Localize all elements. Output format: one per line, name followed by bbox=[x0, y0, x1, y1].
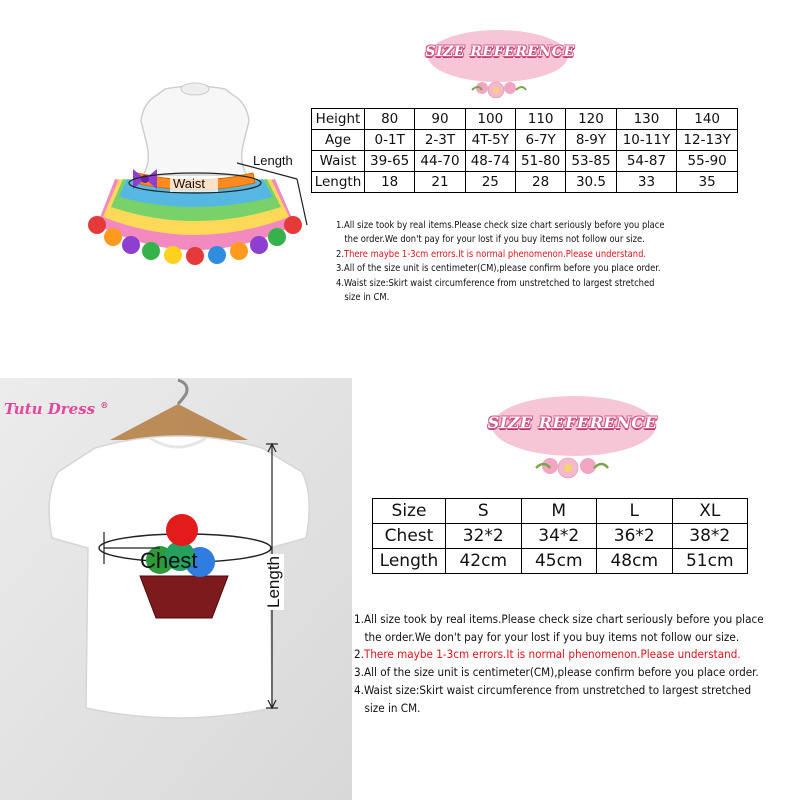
row-label: Length bbox=[373, 549, 446, 574]
table-cell: 51-80 bbox=[515, 151, 565, 172]
note-number: 1. bbox=[336, 220, 344, 231]
note-line-continued: the order.We don't pay for your lost if you buy items not follow our size. bbox=[364, 629, 740, 644]
row-label: Length bbox=[312, 172, 365, 193]
note-number: 4. bbox=[336, 277, 344, 289]
table-cell: 10-11Y bbox=[616, 130, 677, 151]
note-text: All size took by real items.Please check size chart seriously before you place bbox=[363, 612, 764, 626]
skirt-size-table bbox=[311, 108, 738, 193]
chest-label: Chest bbox=[140, 548, 198, 573]
note-line-continued: size in CM. bbox=[344, 292, 390, 304]
note-line bbox=[354, 646, 794, 664]
table-cell: XL bbox=[672, 499, 748, 524]
size-reference-badge-2 bbox=[480, 388, 665, 488]
note-line bbox=[354, 664, 794, 682]
table-cell: 44-70 bbox=[415, 151, 465, 172]
flower-ornament-icon bbox=[472, 82, 526, 98]
table-cell: 110 bbox=[515, 109, 565, 130]
table-cell: 8-9Y bbox=[566, 130, 616, 151]
table-cell: 21 bbox=[415, 172, 465, 193]
table-cell: 33 bbox=[616, 172, 677, 193]
badge-title: SIZE REFERENCE bbox=[487, 413, 658, 432]
table-cell: 36*2 bbox=[597, 524, 673, 549]
table-row bbox=[312, 151, 738, 172]
table-cell: 42cm bbox=[446, 549, 522, 574]
table-cell: S bbox=[446, 499, 522, 524]
badge-title: SIZE REFERENCE bbox=[425, 44, 575, 60]
brand-registered-mark: ® bbox=[100, 400, 109, 410]
note-number: 4. bbox=[354, 682, 364, 697]
table-cell: 100 bbox=[465, 109, 515, 130]
table-cell: 140 bbox=[677, 109, 738, 130]
table-row bbox=[312, 130, 738, 151]
table-cell: 25 bbox=[465, 172, 515, 193]
row-label: Chest bbox=[373, 524, 446, 549]
brand-logo bbox=[4, 400, 108, 418]
note-text: All of the size unit is centimeter(CM),please confirm before you place order. bbox=[343, 263, 661, 275]
note-number: 1. bbox=[354, 612, 364, 626]
note-number: 3. bbox=[354, 665, 364, 680]
note-line bbox=[336, 262, 756, 276]
table-cell: 53-85 bbox=[566, 151, 616, 172]
length-label: Length bbox=[264, 556, 283, 608]
note-line-continued: size in CM. bbox=[364, 700, 421, 715]
note-number: 3. bbox=[336, 263, 344, 275]
table-cell: 48-74 bbox=[465, 151, 515, 172]
note-number: 2. bbox=[336, 248, 344, 260]
table-cell: 4T-5Y bbox=[465, 130, 515, 151]
table-cell: 45cm bbox=[521, 549, 597, 574]
table-cell: 12-13Y bbox=[677, 130, 738, 151]
note-text: There maybe 1-3cm errors.It is normal phenomenon.Please understand. bbox=[363, 647, 741, 662]
note-line bbox=[354, 682, 794, 700]
note-line-continued: the order.We don't pay for your lost if you buy items not follow our size. bbox=[344, 234, 645, 246]
table-cell: 35 bbox=[677, 172, 738, 193]
note-text: All size took by real items.Please check size chart seriously before you place bbox=[343, 220, 665, 231]
table-cell: M bbox=[521, 499, 597, 524]
skirt-illustration bbox=[75, 75, 315, 275]
table-cell: 80 bbox=[365, 109, 415, 130]
row-label: Waist bbox=[312, 151, 365, 172]
table-cell: 39-65 bbox=[365, 151, 415, 172]
note-text: All of the size unit is centimeter(CM),please confirm before you place order. bbox=[363, 665, 759, 680]
table-cell: 54-87 bbox=[616, 151, 677, 172]
note-text: Waist size:Skirt waist circumference from unstretched to largest stretched bbox=[363, 682, 752, 697]
tshirt-size-notes bbox=[354, 611, 794, 717]
tshirt-illustration bbox=[0, 378, 352, 800]
table-row bbox=[373, 549, 748, 574]
table-cell: 30.5 bbox=[566, 172, 616, 193]
table-cell: 6-7Y bbox=[515, 130, 565, 151]
table-row bbox=[312, 172, 738, 193]
tshirt-size-table bbox=[372, 498, 748, 574]
note-text: Waist size:Skirt waist circumference from unstretched to largest stretched bbox=[343, 277, 655, 289]
row-label: Height bbox=[312, 109, 365, 130]
table-cell: 32*2 bbox=[446, 524, 522, 549]
table-cell: 34*2 bbox=[521, 524, 597, 549]
size-reference-badge bbox=[420, 24, 580, 104]
note-line bbox=[336, 248, 756, 262]
note-number: 2. bbox=[354, 647, 364, 662]
table-row bbox=[373, 524, 748, 549]
table-cell: 28 bbox=[515, 172, 565, 193]
note-text: There maybe 1-3cm errors.It is normal phenomenon.Please understand. bbox=[343, 248, 647, 260]
table-cell: 2-3T bbox=[415, 130, 465, 151]
skirt-photo bbox=[75, 75, 315, 275]
row-label: Age bbox=[312, 130, 365, 151]
table-cell: 130 bbox=[616, 109, 677, 130]
table-row bbox=[373, 499, 748, 524]
note-line bbox=[354, 611, 794, 629]
table-row bbox=[312, 109, 738, 130]
table-cell: 38*2 bbox=[672, 524, 748, 549]
row-label: Size bbox=[373, 499, 446, 524]
flower-ornament-icon bbox=[536, 458, 608, 478]
table-cell: 18 bbox=[365, 172, 415, 193]
badge-background bbox=[480, 388, 665, 488]
brand-name: Tutu Dress bbox=[4, 400, 96, 418]
table-cell: 120 bbox=[566, 109, 616, 130]
note-line bbox=[336, 219, 756, 233]
table-cell: 51cm bbox=[672, 549, 748, 574]
table-cell: 55-90 bbox=[677, 151, 738, 172]
table-cell: 90 bbox=[415, 109, 465, 130]
table-cell: L bbox=[597, 499, 673, 524]
table-cell: 0-1T bbox=[365, 130, 415, 151]
waist-label: Waist bbox=[173, 176, 206, 191]
length-label: Length bbox=[253, 153, 293, 168]
skirt-size-notes bbox=[336, 219, 756, 305]
badge-background bbox=[420, 24, 580, 104]
note-line bbox=[336, 277, 756, 291]
tshirt-photo bbox=[0, 378, 352, 800]
table-cell: 48cm bbox=[597, 549, 673, 574]
